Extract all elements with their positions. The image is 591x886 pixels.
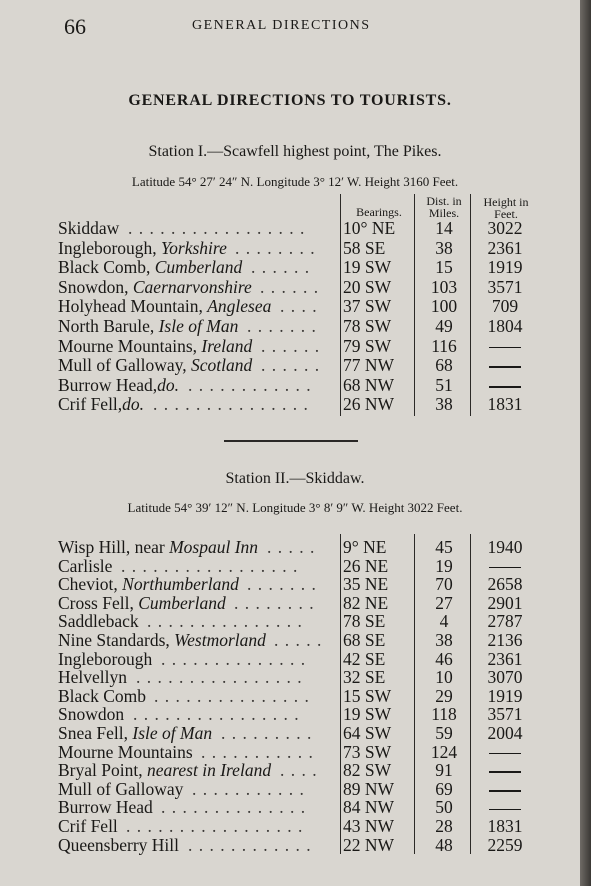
place-region: Cumberland <box>154 257 243 278</box>
place-label: Mull of Galloway, <box>58 355 192 376</box>
leader-dots: . . . . . . . . . . . . <box>188 834 312 855</box>
bearing-value: 37 SW <box>343 296 392 317</box>
height-dash <box>489 753 521 755</box>
place-label: Snowdon <box>58 704 125 725</box>
table-row <box>58 593 534 613</box>
place-label: Helvellyn <box>58 667 128 688</box>
table-row <box>58 574 534 594</box>
distance-value: 100 <box>430 296 458 317</box>
leader-dots: . . . . . . <box>261 335 321 356</box>
height-value: 1919 <box>487 685 523 706</box>
distance-value: 15 <box>435 257 453 278</box>
station2-heading: Station II.—Skiddaw. <box>225 470 365 487</box>
table-row <box>58 296 534 316</box>
table-row <box>58 667 534 687</box>
table-row <box>58 556 534 576</box>
height-value: 1919 <box>487 257 523 278</box>
leader-dots: . . . . . . . . . . . <box>192 778 305 799</box>
place-label: Black Comb <box>58 685 146 706</box>
distance-value: 59 <box>435 723 453 743</box>
leader-dots: . . . . . . . . . . . . . . . . <box>133 704 300 725</box>
leader-dots: . . . . <box>280 760 318 781</box>
distance-value: 14 <box>435 218 453 238</box>
distance-value: 51 <box>435 374 453 395</box>
leader-dots: . . . . . . . . . . . . . . <box>161 797 307 818</box>
table-row <box>58 779 534 799</box>
height-value: 2136 <box>487 630 523 650</box>
place-region: Cumberland <box>138 592 226 613</box>
table-row <box>58 611 534 631</box>
place-name <box>58 394 144 415</box>
bearing-value: 68 NW <box>343 374 395 395</box>
height-dash <box>489 386 521 388</box>
bearing-value: 64 SW <box>343 723 392 743</box>
place-region: do. <box>157 374 180 395</box>
place-label: Wisp Hill, near <box>58 537 170 557</box>
bearing-value: 19 SW <box>343 704 392 725</box>
height-value: 1831 <box>487 394 523 415</box>
place-label: Nine Standards, <box>58 630 175 650</box>
page-number: 66 <box>64 14 86 39</box>
distance-value: 38 <box>435 237 453 258</box>
place-region: Caernarvonshire <box>132 276 252 297</box>
place-region: Mospaul Inn <box>169 537 259 557</box>
place-label: Cross Fell, <box>58 592 139 613</box>
distance-value: 118 <box>431 704 457 725</box>
leader-dots: . . . . . <box>267 537 316 557</box>
table-row <box>58 316 534 336</box>
place-label: North Barule, <box>58 316 159 336</box>
place-region: Westmorland <box>174 630 266 650</box>
distance-value: 38 <box>435 394 453 415</box>
bearing-value: 26 NE <box>343 555 389 576</box>
distance-value: 124 <box>430 741 458 762</box>
table-row <box>58 797 534 817</box>
leader-dots: . . . . . . . . . . . . <box>188 374 312 395</box>
page-edge <box>580 0 591 886</box>
table-row <box>58 704 534 724</box>
place-name <box>58 336 252 357</box>
place-label: Mourne Mountains <box>58 741 193 762</box>
station1-heading: Station I.—Scawfell highest point, The Pikes. <box>148 143 442 160</box>
bearing-value: 58 SE <box>343 237 386 258</box>
height-dash <box>489 347 521 349</box>
table-row <box>58 238 534 258</box>
place-region: Isle of Man <box>132 723 213 743</box>
leader-dots: . . . . . . . . . . . . . . . <box>154 685 310 706</box>
leader-dots: . . . . . . . . . . . . . . . <box>147 611 303 632</box>
bearing-value: 78 SW <box>343 316 392 336</box>
height-value: 2658 <box>487 574 523 595</box>
place-name <box>58 355 252 376</box>
col-head-bearings: Bearings. <box>356 205 402 219</box>
leader-dots: . . . . . . . . . . . . . . . . . <box>126 816 304 836</box>
height-value: 3571 <box>487 276 523 297</box>
leader-dots: . . . . . . . <box>247 574 317 595</box>
bearing-value: 19 SW <box>343 257 392 278</box>
leader-dots: . . . . . . <box>261 355 321 376</box>
height-dash <box>489 771 521 773</box>
table-row <box>58 355 534 375</box>
height-value: 709 <box>491 296 519 317</box>
height-value <box>476 355 534 376</box>
height-value: 3571 <box>487 704 523 725</box>
place-region: do. <box>122 394 145 415</box>
place-name <box>58 257 242 278</box>
bearing-value: 32 SE <box>343 667 386 688</box>
table-row <box>58 336 534 356</box>
place-name <box>58 277 252 298</box>
place-label: Carlisle <box>58 555 113 576</box>
leader-dots: . . . . . <box>274 630 323 650</box>
distance-value: 103 <box>430 276 458 297</box>
place-region: Northumberland <box>122 574 239 595</box>
distance-value: 29 <box>435 685 453 706</box>
height-value: 1804 <box>487 316 523 336</box>
place-label: Holyhead Mountain, <box>58 296 208 317</box>
height-value: 3070 <box>487 667 523 688</box>
height-value: 2004 <box>487 723 523 743</box>
table-row <box>58 816 534 836</box>
distance-value: 70 <box>435 574 453 595</box>
place-label: Burrow Head <box>58 797 153 818</box>
leader-dots: . . . . . . <box>251 257 311 278</box>
leader-dots: . . . . . . . <box>247 316 317 336</box>
place-label: Mull of Galloway <box>58 778 184 799</box>
place-region: nearest in Ireland <box>146 760 272 781</box>
distance-value: 46 <box>435 648 453 669</box>
place-label: Black Comb, <box>58 257 155 278</box>
leader-dots: . . . . . . <box>260 276 320 297</box>
place-region: Ireland <box>201 335 253 356</box>
section-separator <box>224 440 358 442</box>
leader-dots: . . . . <box>280 296 318 317</box>
table-row <box>58 723 534 743</box>
table-row <box>58 277 534 297</box>
main-heading: GENERAL DIRECTIONS TO TOURISTS. <box>128 92 452 109</box>
col-head-height <box>474 196 538 220</box>
place-region: Anglesea <box>207 296 272 317</box>
bearing-value: 84 NW <box>343 797 395 818</box>
place-label: Ingleborough, <box>58 237 162 258</box>
place-label: Cheviot, <box>58 574 123 595</box>
station2-latitude: Latitude 54° 39′ 12″ N. Longitude 3° 8′ 9″ W. Height 3022 Feet. <box>127 500 463 515</box>
height-value <box>476 375 534 396</box>
place-label: Snea Fell, <box>58 723 133 743</box>
distance-value: 48 <box>435 834 453 855</box>
leader-dots: . . . . . . . . . . . <box>201 741 314 762</box>
col-head-dist <box>416 195 472 219</box>
leader-dots: . . . . . . . . . <box>221 723 313 743</box>
place-label: Snowdon, <box>58 276 133 297</box>
table-row <box>58 630 534 650</box>
place-label: Burrow Head, <box>58 374 158 395</box>
height-value: 2361 <box>487 237 523 258</box>
place-label: Skiddaw <box>58 218 120 238</box>
col-head-height-line1: Height in <box>483 195 529 209</box>
bearing-value: 78 SE <box>343 611 386 632</box>
bearing-value: 89 NW <box>343 778 395 799</box>
place-name <box>58 218 119 239</box>
place-name <box>58 316 238 337</box>
leader-dots: . . . . . . . . <box>234 592 315 613</box>
bearing-value: 43 NW <box>343 816 395 836</box>
bearing-value: 20 SW <box>343 276 392 297</box>
height-value: 1940 <box>487 537 523 557</box>
place-label: Crif Fell, <box>58 394 123 415</box>
place-label: Queensberry Hill <box>58 834 180 855</box>
place-label: Ingleborough <box>58 648 153 669</box>
height-value: 3022 <box>487 218 523 238</box>
height-value: 2787 <box>487 611 523 632</box>
place-label: Bryal Point, <box>58 760 147 781</box>
distance-value: 45 <box>435 537 453 557</box>
height-value: 2259 <box>487 834 523 855</box>
place-label: Mourne Mountains, <box>58 335 202 356</box>
distance-value: 19 <box>435 555 453 576</box>
bearing-value: 68 SE <box>343 630 386 650</box>
distance-value: 68 <box>435 355 453 376</box>
running-head <box>0 14 580 38</box>
height-dash <box>489 790 521 792</box>
distance-value: 69 <box>435 778 453 799</box>
place-region: Isle of Man <box>158 316 239 336</box>
table-row <box>58 835 534 855</box>
distance-value: 4 <box>439 611 449 632</box>
height-dash <box>489 809 521 811</box>
bearing-value: 82 NE <box>343 592 389 613</box>
height-value: 2361 <box>487 648 523 669</box>
distance-value: 49 <box>435 316 453 336</box>
leader-dots: . . . . . . . . <box>235 237 316 258</box>
place-name <box>58 296 271 317</box>
table-row <box>58 649 534 669</box>
table-row <box>58 760 534 780</box>
bearing-value: 42 SE <box>343 648 386 669</box>
station1-latitude: Latitude 54° 27′ 24″ N. Longitude 3° 12′ W. Height 3160 Feet. <box>131 174 459 189</box>
col-head-dist-line2: Miles. <box>428 206 460 220</box>
place-region: Scotland <box>191 355 253 376</box>
height-value: 2901 <box>487 592 523 613</box>
distance-value: 91 <box>435 760 453 781</box>
place-region: Yorkshire <box>161 237 227 258</box>
leader-dots: . . . . . . . . . . . . . . <box>161 648 307 669</box>
bearing-value: 26 NW <box>343 394 395 415</box>
leader-dots: . . . . . . . . . . . . . . . . . <box>128 218 306 238</box>
table-row <box>58 537 534 557</box>
table-row <box>58 686 534 706</box>
running-title: GENERAL DIRECTIONS <box>192 18 371 33</box>
distance-value: 116 <box>431 335 457 356</box>
leader-dots: . . . . . . . . . . . . . . . . . <box>121 555 299 576</box>
table-row <box>58 257 534 277</box>
place-label: Saddleback <box>58 611 139 632</box>
bearing-value: 73 SW <box>343 741 392 762</box>
bearing-value: 82 SW <box>343 760 392 781</box>
bearing-value: 22 NW <box>343 834 395 855</box>
height-dash <box>489 567 521 569</box>
place-name <box>58 375 179 396</box>
bearing-value: 35 NE <box>343 574 389 595</box>
bearing-value: 79 SW <box>343 335 392 356</box>
col-head-dist-line1: Dist. in <box>426 194 462 208</box>
leader-dots: . . . . . . . . . . . . . . . . <box>136 667 303 688</box>
distance-value: 50 <box>435 797 453 818</box>
table-row <box>58 394 534 414</box>
place-label: Crif Fell <box>58 816 118 836</box>
table-row <box>58 375 534 395</box>
bearing-value: 10° NE <box>343 218 396 238</box>
leader-dots: . . . . . . . . . . . . . . . <box>153 394 309 415</box>
distance-value: 10 <box>435 667 453 688</box>
table-row <box>58 742 534 762</box>
bearing-value: 9° NE <box>343 537 387 557</box>
bearing-value: 77 NW <box>343 355 395 376</box>
height-value <box>476 336 534 357</box>
table-row <box>58 218 534 238</box>
distance-value: 28 <box>435 816 453 836</box>
distance-value: 27 <box>435 592 453 613</box>
distance-value: 38 <box>435 630 453 650</box>
place-name <box>58 835 179 856</box>
height-value: 1831 <box>487 816 523 836</box>
height-dash <box>489 366 521 368</box>
bearing-value: 15 SW <box>343 685 392 706</box>
place-name <box>58 238 227 259</box>
col-head-height-line2: Feet. <box>494 207 518 221</box>
